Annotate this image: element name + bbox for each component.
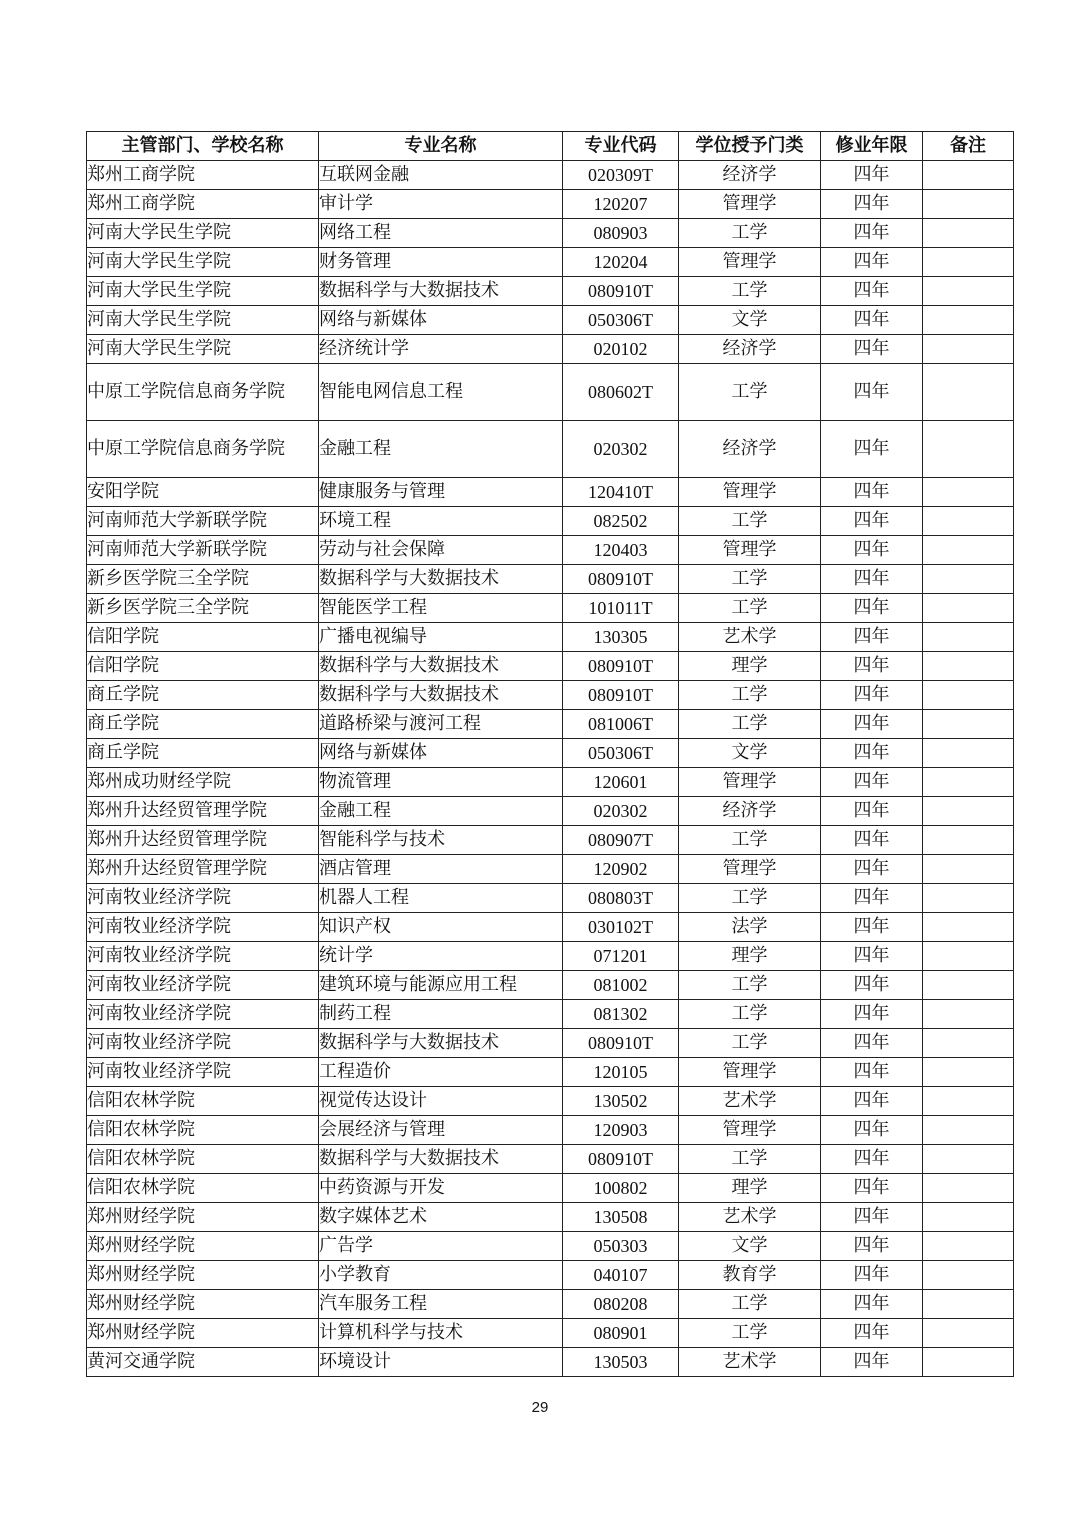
cell-degree: 理学	[679, 1174, 821, 1203]
cell-code: 130503	[563, 1348, 679, 1377]
cell-years: 四年	[821, 335, 923, 364]
cell-years: 四年	[821, 364, 923, 421]
cell-school: 河南牧业经济学院	[87, 884, 319, 913]
cell-code: 040107	[563, 1261, 679, 1290]
cell-code: 130305	[563, 623, 679, 652]
cell-note	[923, 1319, 1014, 1348]
cell-code: 101011T	[563, 594, 679, 623]
cell-note	[923, 1290, 1014, 1319]
cell-degree: 工学	[679, 884, 821, 913]
cell-code: 120204	[563, 248, 679, 277]
cell-code: 120105	[563, 1058, 679, 1087]
cell-code: 081006T	[563, 710, 679, 739]
cell-code: 080910T	[563, 1029, 679, 1058]
cell-note	[923, 594, 1014, 623]
cell-code: 020102	[563, 335, 679, 364]
cell-school: 河南牧业经济学院	[87, 1000, 319, 1029]
cell-degree: 管理学	[679, 248, 821, 277]
table-row	[87, 190, 1014, 219]
cell-note	[923, 884, 1014, 913]
cell-code: 130502	[563, 1087, 679, 1116]
cell-note	[923, 768, 1014, 797]
cell-degree: 管理学	[679, 536, 821, 565]
cell-years: 四年	[821, 248, 923, 277]
cell-note	[923, 1348, 1014, 1377]
cell-major: 数据科学与大数据技术	[319, 1029, 563, 1058]
cell-degree: 艺术学	[679, 1203, 821, 1232]
cell-code: 050303	[563, 1232, 679, 1261]
header-school: 主管部门、学校名称	[87, 132, 319, 161]
cell-years: 四年	[821, 768, 923, 797]
cell-note	[923, 421, 1014, 478]
cell-school: 河南牧业经济学院	[87, 913, 319, 942]
header-major: 专业名称	[319, 132, 563, 161]
table-row	[87, 652, 1014, 681]
cell-years: 四年	[821, 1000, 923, 1029]
table-row	[87, 161, 1014, 190]
cell-major: 智能电网信息工程	[319, 364, 563, 421]
cell-years: 四年	[821, 855, 923, 884]
cell-school: 郑州财经学院	[87, 1290, 319, 1319]
cell-code: 080208	[563, 1290, 679, 1319]
cell-major: 物流管理	[319, 768, 563, 797]
cell-code: 071201	[563, 942, 679, 971]
cell-major: 数据科学与大数据技术	[319, 277, 563, 306]
cell-school: 黄河交通学院	[87, 1348, 319, 1377]
table-row	[87, 797, 1014, 826]
cell-major: 工程造价	[319, 1058, 563, 1087]
cell-note	[923, 1145, 1014, 1174]
table-row	[87, 1261, 1014, 1290]
cell-note	[923, 277, 1014, 306]
cell-school: 河南牧业经济学院	[87, 1029, 319, 1058]
cell-major: 审计学	[319, 190, 563, 219]
cell-school: 河南师范大学新联学院	[87, 536, 319, 565]
cell-major: 制药工程	[319, 1000, 563, 1029]
cell-note	[923, 1029, 1014, 1058]
cell-degree: 工学	[679, 826, 821, 855]
cell-major: 广播电视编导	[319, 623, 563, 652]
cell-note	[923, 507, 1014, 536]
cell-school: 河南大学民生学院	[87, 306, 319, 335]
cell-degree: 艺术学	[679, 1348, 821, 1377]
cell-years: 四年	[821, 1290, 923, 1319]
cell-note	[923, 565, 1014, 594]
cell-years: 四年	[821, 1261, 923, 1290]
cell-major: 智能医学工程	[319, 594, 563, 623]
table-row	[87, 855, 1014, 884]
cell-major: 建筑环境与能源应用工程	[319, 971, 563, 1000]
cell-degree: 工学	[679, 971, 821, 1000]
table-row	[87, 971, 1014, 1000]
cell-note	[923, 1058, 1014, 1087]
cell-school: 郑州财经学院	[87, 1203, 319, 1232]
cell-years: 四年	[821, 826, 923, 855]
table-row	[87, 277, 1014, 306]
cell-degree: 工学	[679, 1145, 821, 1174]
table-row	[87, 565, 1014, 594]
cell-code: 080910T	[563, 277, 679, 306]
cell-major: 数据科学与大数据技术	[319, 565, 563, 594]
cell-note	[923, 161, 1014, 190]
cell-degree: 工学	[679, 1319, 821, 1348]
table-row	[87, 507, 1014, 536]
cell-years: 四年	[821, 710, 923, 739]
cell-major: 经济统计学	[319, 335, 563, 364]
cell-major: 计算机科学与技术	[319, 1319, 563, 1348]
cell-degree: 经济学	[679, 421, 821, 478]
table-row	[87, 681, 1014, 710]
cell-note	[923, 913, 1014, 942]
cell-note	[923, 797, 1014, 826]
cell-years: 四年	[821, 507, 923, 536]
cell-major: 健康服务与管理	[319, 478, 563, 507]
cell-years: 四年	[821, 190, 923, 219]
cell-note	[923, 942, 1014, 971]
table-row	[87, 768, 1014, 797]
cell-major: 统计学	[319, 942, 563, 971]
cell-degree: 工学	[679, 277, 821, 306]
cell-note	[923, 335, 1014, 364]
cell-years: 四年	[821, 913, 923, 942]
cell-note	[923, 681, 1014, 710]
cell-code: 020302	[563, 797, 679, 826]
cell-school: 郑州升达经贸管理学院	[87, 797, 319, 826]
cell-school: 河南大学民生学院	[87, 248, 319, 277]
cell-code: 080910T	[563, 681, 679, 710]
cell-school: 新乡医学院三全学院	[87, 565, 319, 594]
cell-major: 数据科学与大数据技术	[319, 681, 563, 710]
table-row	[87, 826, 1014, 855]
cell-degree: 文学	[679, 739, 821, 768]
cell-code: 120902	[563, 855, 679, 884]
cell-school: 信阳农林学院	[87, 1087, 319, 1116]
cell-degree: 工学	[679, 1029, 821, 1058]
cell-school: 安阳学院	[87, 478, 319, 507]
cell-years: 四年	[821, 1116, 923, 1145]
cell-code: 120410T	[563, 478, 679, 507]
table-row	[87, 335, 1014, 364]
majors-table	[86, 131, 1014, 1377]
cell-school: 郑州升达经贸管理学院	[87, 855, 319, 884]
cell-degree: 艺术学	[679, 1087, 821, 1116]
cell-years: 四年	[821, 1232, 923, 1261]
cell-code: 030102T	[563, 913, 679, 942]
cell-degree: 文学	[679, 1232, 821, 1261]
cell-major: 机器人工程	[319, 884, 563, 913]
table-row	[87, 739, 1014, 768]
cell-years: 四年	[821, 277, 923, 306]
cell-school: 商丘学院	[87, 710, 319, 739]
cell-degree: 管理学	[679, 1058, 821, 1087]
cell-code: 020302	[563, 421, 679, 478]
table-row	[87, 219, 1014, 248]
table-body	[87, 161, 1014, 1377]
cell-degree: 教育学	[679, 1261, 821, 1290]
cell-note	[923, 623, 1014, 652]
cell-major: 环境工程	[319, 507, 563, 536]
cell-note	[923, 190, 1014, 219]
cell-years: 四年	[821, 1348, 923, 1377]
cell-major: 网络与新媒体	[319, 739, 563, 768]
cell-note	[923, 364, 1014, 421]
cell-major: 环境设计	[319, 1348, 563, 1377]
cell-note	[923, 739, 1014, 768]
cell-degree: 经济学	[679, 335, 821, 364]
cell-code: 080910T	[563, 565, 679, 594]
cell-years: 四年	[821, 971, 923, 1000]
table-row	[87, 1116, 1014, 1145]
cell-years: 四年	[821, 421, 923, 478]
cell-major: 视觉传达设计	[319, 1087, 563, 1116]
cell-degree: 工学	[679, 507, 821, 536]
cell-school: 河南大学民生学院	[87, 335, 319, 364]
cell-major: 数字媒体艺术	[319, 1203, 563, 1232]
cell-degree: 艺术学	[679, 623, 821, 652]
cell-major: 小学教育	[319, 1261, 563, 1290]
cell-code: 080907T	[563, 826, 679, 855]
cell-major: 数据科学与大数据技术	[319, 1145, 563, 1174]
cell-school: 河南牧业经济学院	[87, 971, 319, 1000]
cell-years: 四年	[821, 884, 923, 913]
cell-note	[923, 1087, 1014, 1116]
table-row	[87, 1348, 1014, 1377]
cell-school: 信阳农林学院	[87, 1145, 319, 1174]
table-row	[87, 1174, 1014, 1203]
cell-code: 120207	[563, 190, 679, 219]
cell-degree: 文学	[679, 306, 821, 335]
cell-major: 知识产权	[319, 913, 563, 942]
cell-years: 四年	[821, 623, 923, 652]
cell-degree: 工学	[679, 681, 821, 710]
header-code: 专业代码	[563, 132, 679, 161]
cell-degree: 管理学	[679, 1116, 821, 1145]
cell-years: 四年	[821, 1058, 923, 1087]
header-degree: 学位授予门类	[679, 132, 821, 161]
cell-note	[923, 971, 1014, 1000]
cell-major: 中药资源与开发	[319, 1174, 563, 1203]
cell-major: 财务管理	[319, 248, 563, 277]
cell-years: 四年	[821, 536, 923, 565]
table-row	[87, 594, 1014, 623]
cell-code: 120601	[563, 768, 679, 797]
cell-degree: 工学	[679, 710, 821, 739]
cell-major: 金融工程	[319, 797, 563, 826]
cell-major: 网络与新媒体	[319, 306, 563, 335]
cell-major: 金融工程	[319, 421, 563, 478]
table-row	[87, 623, 1014, 652]
cell-code: 080803T	[563, 884, 679, 913]
cell-code: 080903	[563, 219, 679, 248]
cell-school: 河南大学民生学院	[87, 277, 319, 306]
cell-years: 四年	[821, 1203, 923, 1232]
cell-code: 081002	[563, 971, 679, 1000]
cell-major: 道路桥梁与渡河工程	[319, 710, 563, 739]
table-row	[87, 1203, 1014, 1232]
cell-years: 四年	[821, 1145, 923, 1174]
cell-degree: 经济学	[679, 161, 821, 190]
cell-degree: 法学	[679, 913, 821, 942]
cell-degree: 工学	[679, 219, 821, 248]
cell-note	[923, 1232, 1014, 1261]
table-row	[87, 478, 1014, 507]
cell-school: 信阳农林学院	[87, 1174, 319, 1203]
cell-note	[923, 1261, 1014, 1290]
cell-note	[923, 1000, 1014, 1029]
cell-school: 郑州升达经贸管理学院	[87, 826, 319, 855]
table-row	[87, 942, 1014, 971]
cell-code: 020309T	[563, 161, 679, 190]
table-row	[87, 1029, 1014, 1058]
cell-years: 四年	[821, 942, 923, 971]
cell-degree: 管理学	[679, 190, 821, 219]
cell-years: 四年	[821, 652, 923, 681]
cell-code: 100802	[563, 1174, 679, 1203]
cell-school: 河南大学民生学院	[87, 219, 319, 248]
cell-school: 信阳农林学院	[87, 1116, 319, 1145]
header-note: 备注	[923, 132, 1014, 161]
table-row	[87, 364, 1014, 421]
cell-degree: 工学	[679, 1000, 821, 1029]
cell-degree: 管理学	[679, 478, 821, 507]
cell-code: 120403	[563, 536, 679, 565]
cell-code: 081302	[563, 1000, 679, 1029]
cell-school: 郑州工商学院	[87, 161, 319, 190]
cell-years: 四年	[821, 306, 923, 335]
cell-school: 郑州财经学院	[87, 1261, 319, 1290]
table-row	[87, 884, 1014, 913]
cell-code: 050306T	[563, 739, 679, 768]
table-row	[87, 1145, 1014, 1174]
table-row	[87, 1290, 1014, 1319]
cell-major: 广告学	[319, 1232, 563, 1261]
cell-code: 050306T	[563, 306, 679, 335]
cell-major: 汽车服务工程	[319, 1290, 563, 1319]
table-header-row	[87, 132, 1014, 161]
cell-major: 互联网金融	[319, 161, 563, 190]
cell-school: 郑州财经学院	[87, 1319, 319, 1348]
table-row	[87, 536, 1014, 565]
cell-note	[923, 248, 1014, 277]
cell-years: 四年	[821, 1029, 923, 1058]
cell-school: 新乡医学院三全学院	[87, 594, 319, 623]
cell-degree: 工学	[679, 364, 821, 421]
header-years: 修业年限	[821, 132, 923, 161]
cell-code: 082502	[563, 507, 679, 536]
cell-school: 中原工学院信息商务学院	[87, 421, 319, 478]
cell-note	[923, 536, 1014, 565]
cell-years: 四年	[821, 594, 923, 623]
cell-note	[923, 855, 1014, 884]
cell-years: 四年	[821, 1174, 923, 1203]
cell-degree: 工学	[679, 565, 821, 594]
cell-major: 劳动与社会保障	[319, 536, 563, 565]
cell-school: 河南牧业经济学院	[87, 1058, 319, 1087]
cell-degree: 工学	[679, 594, 821, 623]
cell-major: 数据科学与大数据技术	[319, 652, 563, 681]
cell-degree: 管理学	[679, 855, 821, 884]
table-row	[87, 421, 1014, 478]
cell-years: 四年	[821, 681, 923, 710]
cell-note	[923, 1174, 1014, 1203]
cell-degree: 管理学	[679, 768, 821, 797]
cell-major: 会展经济与管理	[319, 1116, 563, 1145]
page-number: 29	[531, 1399, 549, 1416]
cell-major: 智能科学与技术	[319, 826, 563, 855]
table-row	[87, 1319, 1014, 1348]
cell-note	[923, 478, 1014, 507]
cell-degree: 理学	[679, 942, 821, 971]
cell-note	[923, 710, 1014, 739]
cell-school: 信阳学院	[87, 623, 319, 652]
cell-note	[923, 826, 1014, 855]
table-row	[87, 913, 1014, 942]
cell-years: 四年	[821, 739, 923, 768]
table-row	[87, 306, 1014, 335]
cell-school: 河南牧业经济学院	[87, 942, 319, 971]
table-row	[87, 248, 1014, 277]
table-row	[87, 1232, 1014, 1261]
cell-school: 商丘学院	[87, 681, 319, 710]
cell-school: 信阳学院	[87, 652, 319, 681]
cell-degree: 理学	[679, 652, 821, 681]
cell-note	[923, 306, 1014, 335]
cell-years: 四年	[821, 1087, 923, 1116]
table-row	[87, 1000, 1014, 1029]
cell-years: 四年	[821, 478, 923, 507]
cell-school: 中原工学院信息商务学院	[87, 364, 319, 421]
cell-code: 080602T	[563, 364, 679, 421]
cell-code: 120903	[563, 1116, 679, 1145]
cell-note	[923, 219, 1014, 248]
cell-school: 郑州财经学院	[87, 1232, 319, 1261]
cell-degree: 经济学	[679, 797, 821, 826]
cell-note	[923, 1203, 1014, 1232]
cell-school: 郑州成功财经学院	[87, 768, 319, 797]
cell-code: 080910T	[563, 1145, 679, 1174]
cell-code: 080910T	[563, 652, 679, 681]
cell-years: 四年	[821, 565, 923, 594]
cell-major: 酒店管理	[319, 855, 563, 884]
cell-school: 商丘学院	[87, 739, 319, 768]
cell-years: 四年	[821, 1319, 923, 1348]
cell-major: 网络工程	[319, 219, 563, 248]
cell-school: 郑州工商学院	[87, 190, 319, 219]
cell-note	[923, 652, 1014, 681]
cell-years: 四年	[821, 161, 923, 190]
cell-note	[923, 1116, 1014, 1145]
cell-code: 080901	[563, 1319, 679, 1348]
table-row	[87, 1087, 1014, 1116]
table-row	[87, 1058, 1014, 1087]
cell-code: 130508	[563, 1203, 679, 1232]
table-row	[87, 710, 1014, 739]
cell-degree: 工学	[679, 1290, 821, 1319]
cell-years: 四年	[821, 219, 923, 248]
cell-school: 河南师范大学新联学院	[87, 507, 319, 536]
cell-years: 四年	[821, 797, 923, 826]
